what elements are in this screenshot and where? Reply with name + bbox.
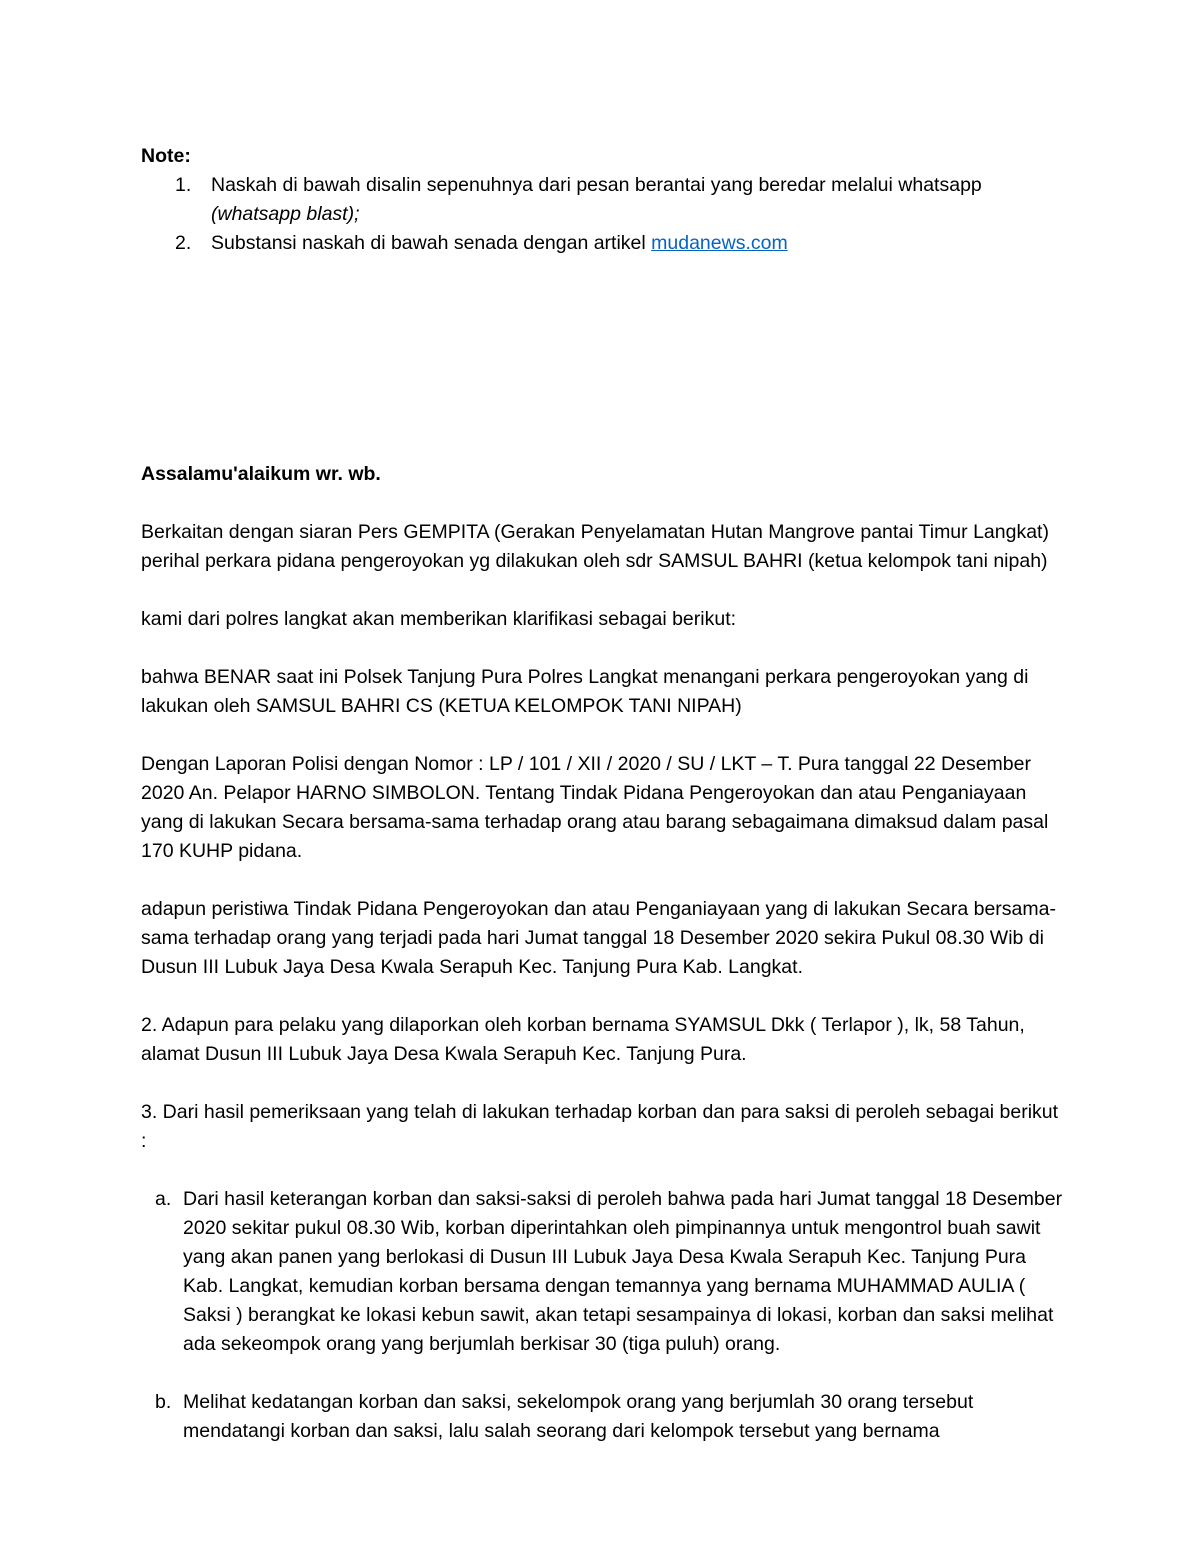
note-list — [141, 171, 1066, 258]
note-item-number: 1. — [175, 174, 192, 196]
paragraph-case-confirmation: bahwa BENAR saat ini Polsek Tanjung Pura Polres Langkat menangani perkara pengeroyokan yang di lakukan oleh SAMSUL BAHRI CS (KETUA KELOMPOK TANI NIPAH) — [141, 666, 1029, 717]
note-item-1 — [141, 171, 1066, 229]
paragraph-press-release: Berkaitan dengan siaran Pers GEMPITA (Gerakan Penyelamatan Hutan Mangrove pantai Timur Langkat) perihal perkara pidana pengeroyokan yg dilakukan oleh sdr SAMSUL BAHRI (ketua kelompok tani nipah) — [141, 521, 1049, 572]
greeting: Assalamu'alaikum wr. wb. — [141, 463, 381, 485]
finding-item-b — [141, 1388, 1066, 1446]
mudanews-link[interactable]: mudanews.com — [651, 232, 788, 254]
finding-item-a — [141, 1185, 1066, 1359]
note-item-italic: (whatsapp blast); — [211, 203, 360, 225]
note-item-2 — [141, 229, 1066, 258]
finding-marker: a. — [155, 1188, 172, 1210]
finding-text: Melihat kedatangan korban dan saksi, sekelompok orang yang berjumlah 30 orang tersebut mendatangi korban dan saksi, lalu salah seorang dari kelompok tersebut yang bernama — [183, 1391, 974, 1442]
paragraph-clarification-intro: kami dari polres langkat akan memberikan klarifikasi sebagai berikut: — [141, 608, 737, 630]
finding-marker: b. — [155, 1391, 172, 1413]
note-title: Note: — [141, 145, 191, 167]
note-item-number: 2. — [175, 232, 192, 254]
finding-text: Dari hasil keterangan korban dan saksi-saksi di peroleh bahwa pada hari Jumat tanggal 18 Desember 2020 sekitar pukul 08.30 Wib, korban diperintahkan oleh pimpinannya untuk mengontrol buah sawit yang akan panen yang berlokasi di Dusun III Lubuk Jaya Desa Kwala Serapuh Kec. Tanjung Pura Kab. Langkat, kemudian korban bersama dengan temannya yang bernama MUHAMMAD AULIA ( Saksi ) berangkat ke lokasi kebun sawit, akan tetapi sesampainya di lokasi, korban dan saksi melihat ada sekeompok orang yang berjumlah berkisar 30 (tiga puluh) orang. — [183, 1188, 1063, 1355]
document-body — [141, 142, 1066, 1446]
paragraph-perpetrators: 2. Adapun para pelaku yang dilaporkan oleh korban bernama SYAMSUL Dkk ( Terlapor ), lk, 58 Tahun, alamat Dusun III Lubuk Jaya Desa Kwala Serapuh Kec. Tanjung Pura. — [141, 1014, 1025, 1065]
paragraph-incident: adapun peristiwa Tindak Pidana Pengeroyokan dan atau Penganiayaan yang di lakukan Secara bersama-sama terhadap orang yang terjadi pada hari Jumat tanggal 18 Desember 2020 sekira Pukul 08.30 Wib di Dusun III Lubuk Jaya Desa Kwala Serapuh Kec. Tanjung Pura Kab. Langkat. — [141, 898, 1056, 978]
note-item-text: Naskah di bawah disalin sepenuhnya dari pesan berantai yang beredar melalui whatsapp — [211, 174, 982, 196]
paragraph-police-report: Dengan Laporan Polisi dengan Nomor : LP / 101 / XII / 2020 / SU / LKT – T. Pura tanggal 22 Desember 2020 An. Pelapor HARNO SIMBOLON. Tentang Tindak Pidana Pengeroyokan dan atau Penganiayaan yang di lakukan Secara bersama-sama terhadap orang atau barang sebagaimana dimaksud dalam pasal 170 KUHP pidana. — [141, 753, 1049, 862]
paragraph-examination: 3. Dari hasil pemeriksaan yang telah di lakukan terhadap korban dan para saksi di peroleh sebagai berikut : — [141, 1101, 1059, 1152]
findings-list — [141, 1185, 1066, 1446]
note-item-text: Substansi naskah di bawah senada dengan artikel — [211, 232, 652, 254]
